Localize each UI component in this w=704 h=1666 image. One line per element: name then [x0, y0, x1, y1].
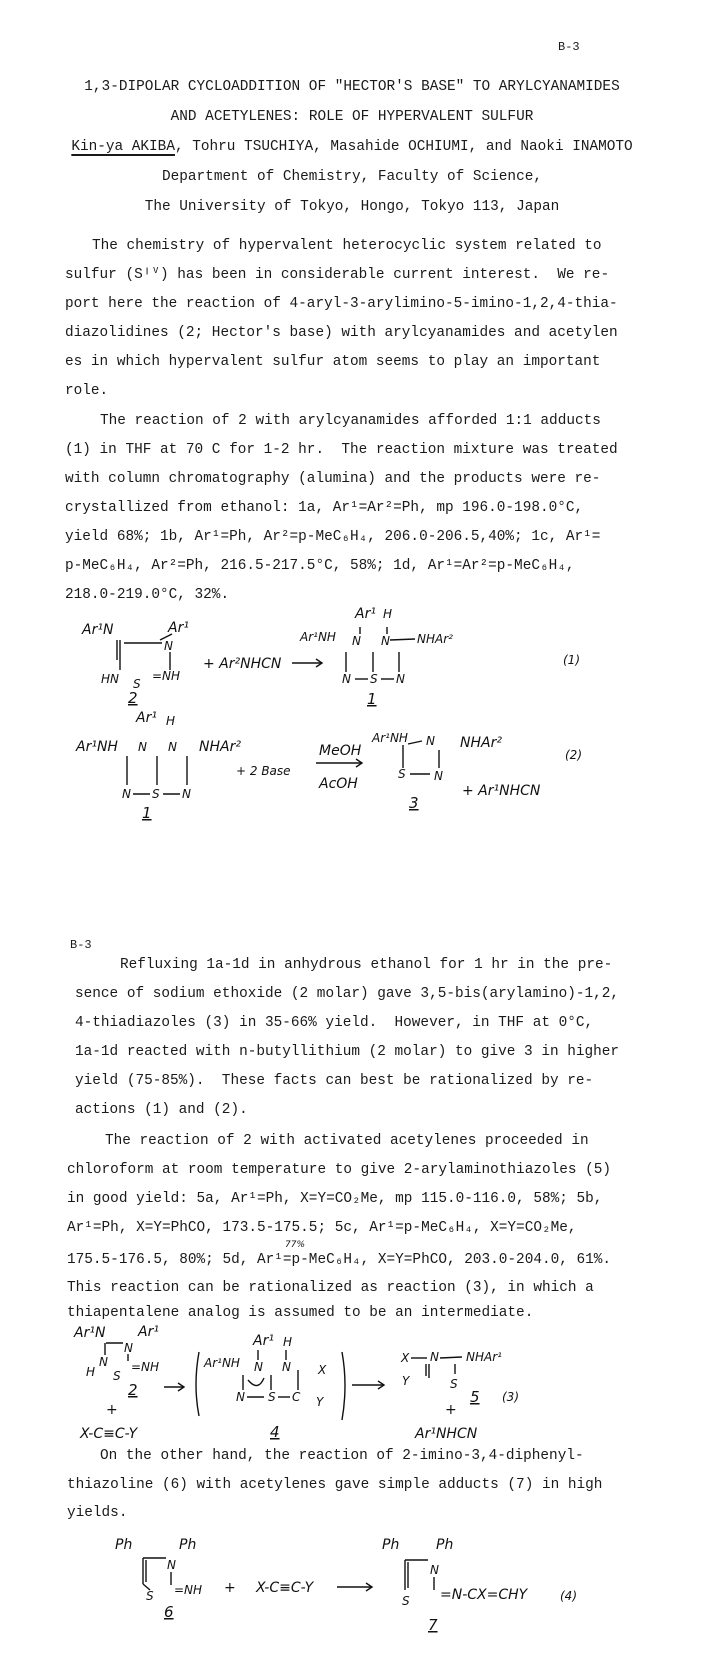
para2-line: (1) in THF at 70 C for 1-2 hr. The reaction mixture was treated [65, 442, 618, 458]
atom-label: N [122, 787, 131, 801]
atom-label: N [254, 1360, 263, 1374]
para3-line: yield (75-85%). These facts can best be rationalized by re- [75, 1073, 594, 1089]
atom-label: N [138, 740, 147, 754]
atom-label: N [342, 672, 351, 686]
atom-label: S [268, 1390, 276, 1404]
atom-label: Ar¹NH [372, 731, 408, 745]
atom-label: N [381, 634, 390, 648]
atom-label: Ph [382, 1537, 400, 1553]
para4-line: The reaction of 2 with activated acetylenes proceeded in [105, 1133, 589, 1149]
atom-label: Ar¹NH [76, 739, 118, 755]
atom-label: N [99, 1355, 108, 1369]
atom-label: C [292, 1390, 301, 1404]
atom-label: N [430, 1563, 439, 1577]
atom-label: NHAr² [199, 739, 241, 755]
para1-line: port here the reaction of 4-aryl-3-arylimino-5-imino-1,2,4-thia- [65, 296, 618, 312]
atom-label: H [383, 607, 393, 621]
atom-label: Ar¹N [74, 1325, 106, 1341]
atom-label: X [318, 1363, 327, 1377]
atom-label: N [236, 1390, 245, 1404]
reagent: + 2 Base [236, 764, 291, 778]
atom-label: Y [402, 1374, 410, 1388]
affiliation-line-2: The University of Tokyo, Hongo, Tokyo 113, Japan [144, 199, 560, 215]
compound-label: 1 [142, 804, 152, 822]
compound-label: 2 [128, 1381, 138, 1399]
para3-line: sence of sodium ethoxide (2 molar) gave 3,5-bis(arylamino)-1,2, [75, 986, 620, 1002]
atom-label: Ar¹ [138, 1324, 159, 1340]
atom-label: =NH [131, 1360, 160, 1374]
atom-label: NHAr² [460, 735, 502, 751]
plus-sign: + [445, 1402, 457, 1418]
atom-label: HN [101, 672, 119, 686]
para1-line: The chemistry of hypervalent heterocyclic system related to [92, 238, 602, 254]
para3-line: 4-thiadiazoles (3) in 35-66% yield. However, in THF at 0°C, [75, 1015, 594, 1031]
para4-line: Ar¹=Ph, X=Y=PhCO, 173.5-175.5; 5c, Ar¹=p-MeC₆H₄, X=Y=CO₂Me, [67, 1220, 577, 1236]
atom-label: N [434, 769, 443, 783]
atom-label: Ar¹ [168, 620, 189, 636]
scheme-3 [73, 1324, 519, 1442]
atom-label: Y [316, 1395, 324, 1409]
reagent: + Ar²NHCN [203, 656, 282, 672]
atom-label: Ph [179, 1537, 197, 1553]
equation-number: (1) [563, 653, 580, 667]
substituent-chain: =N-CX=CHY [440, 1587, 528, 1603]
para1-line: es in which hypervalent sulfur atom seems to play an important [65, 354, 601, 370]
para2-line: 218.0-219.0°C, 32%. [65, 587, 230, 603]
atom-label: S [113, 1369, 121, 1383]
atom-label: Ar¹ [253, 1333, 274, 1349]
para4-line: in good yield: 5a, Ar¹=Ph, X=Y=CO₂Me, mp 115.0-116.0, 58%; 5b, [67, 1191, 603, 1207]
compound-label: 5 [470, 1388, 480, 1406]
arrow-condition-top: MeOH [319, 743, 362, 759]
para3-line: actions (1) and (2). [75, 1102, 248, 1118]
atom-label: Ar¹ [355, 606, 376, 622]
equation-number: (4) [560, 1589, 577, 1603]
compound-label: 2 [128, 689, 138, 707]
para1-line: diazolidines (2; Hector's base) with arylcyanamides and acetylen [65, 325, 618, 341]
para3-line: Refluxing 1a-1d in anhydrous ethanol for 1 hr in the pre- [120, 957, 613, 973]
compound-label: 3 [409, 794, 419, 812]
atom-label: S [133, 677, 141, 691]
presenting-author: Kin-ya AKIBA [71, 139, 175, 155]
page-number-mid: B-3 [70, 938, 92, 952]
atom-label: Ph [436, 1537, 454, 1553]
scheme-4 [115, 1537, 577, 1634]
para2-line: crystallized from ethanol: 1a, Ar¹=Ar²=Ph, mp 196.0-198.0°C, [65, 500, 584, 516]
para2-line: The reaction of 2 with arylcyanamides afforded 1:1 adducts [100, 413, 601, 429]
atom-label: NHAr¹ [466, 1350, 502, 1364]
alkyne: X-C≡C-Y [256, 1580, 314, 1596]
atom-label: N [426, 734, 435, 748]
title-line-2: AND ACETYLENES: ROLE OF HYPERVALENT SULFUR [170, 109, 534, 125]
handwritten-note: 77% [285, 1240, 306, 1250]
atom-label: NHAr² [417, 632, 453, 646]
co-authors: , Tohru TSUCHIYA, Masahide OCHIUMI, and Naoki INAMOTO [174, 139, 633, 155]
para2-line: with column chromatography (alumina) and the products were re- [65, 471, 601, 487]
plus-sign: + [224, 1580, 236, 1596]
para1-line: sulfur (Sᴵⱽ) has been in considerable current interest. We re- [65, 267, 610, 283]
atom-label: H [283, 1335, 293, 1349]
atom-label: X [401, 1351, 410, 1365]
page-number: B-3 [558, 40, 580, 54]
compound-label: 6 [164, 1603, 174, 1621]
byproduct: Ar¹NHCN [415, 1426, 478, 1442]
para5-line: yields. [67, 1505, 128, 1521]
atom-label: Ar¹NH [300, 630, 336, 644]
atom-label: N [182, 787, 191, 801]
atom-label: Ar¹ [136, 710, 157, 726]
compound-label: 4 [270, 1423, 280, 1441]
para4-line: chloroform at room temperature to give 2-arylaminothiazoles (5) [67, 1162, 612, 1178]
para3-line: 1a-1d reacted with n-butyllithium (2 molar) to give 3 in higher [75, 1044, 620, 1060]
atom-label: Ph [115, 1537, 133, 1553]
equation-number: (2) [565, 748, 582, 762]
atom-label: S [398, 767, 406, 781]
plus-sign: + [106, 1402, 118, 1418]
atom-label: N [396, 672, 405, 686]
scheme-1 [81, 606, 580, 708]
atom-label: S [146, 1589, 154, 1603]
atom-label: N [167, 1558, 176, 1572]
para4-line: thiapentalene analog is assumed to be an intermediate. [67, 1305, 534, 1321]
para1-line: role. [65, 383, 109, 399]
title-line-1: 1,3-DIPOLAR CYCLOADDITION OF "HECTOR'S BASE" TO ARYLCYANAMIDES [84, 79, 620, 95]
para5-line: On the other hand, the reaction of 2-imino-3,4-diphenyl- [100, 1448, 584, 1464]
compound-label: 1 [367, 690, 377, 708]
atom-label: H [166, 714, 176, 728]
atom-label: S [152, 787, 160, 801]
equation-number: (3) [502, 1390, 519, 1404]
atom-label: N [168, 740, 177, 754]
atom-label: N [164, 639, 173, 653]
atom-label: N [430, 1350, 439, 1364]
alkyne: X-C≡C-Y [80, 1426, 138, 1442]
atom-label: Ar¹N [82, 622, 114, 638]
atom-label: Ar¹NH [204, 1356, 240, 1370]
para2-line: p-MeC₆H₄, Ar²=Ph, 216.5-217.5°C, 58%; 1d, Ar¹=Ar²=p-MeC₆H₄, [65, 558, 575, 574]
para4-line: This reaction can be rationalized as reaction (3), in which a [67, 1280, 594, 1296]
scheme-2 [75, 710, 582, 822]
byproduct: + Ar¹NHCN [462, 783, 541, 799]
atom-label: S [450, 1377, 458, 1391]
arrow-condition-bottom: AcOH [319, 776, 358, 792]
atom-label: =NH [174, 1583, 203, 1597]
compound-label: 7 [428, 1616, 438, 1634]
atom-label: S [402, 1594, 410, 1608]
atom-label: N [352, 634, 361, 648]
atom-label: H [86, 1365, 96, 1379]
atom-label: N [124, 1341, 133, 1355]
atom-label: N [282, 1360, 291, 1374]
atom-label: =NH [152, 669, 181, 683]
para4-line: 175.5-176.5, 80%; 5d, Ar¹=p-MeC₆H₄, X=Y=PhCO, 203.0-204.0, 61%. [67, 1252, 612, 1268]
atom-label: S [370, 672, 378, 686]
para5-line: thiazoline (6) with acetylenes gave simple adducts (7) in high [67, 1477, 603, 1493]
affiliation-line-1: Department of Chemistry, Faculty of Science, [162, 169, 542, 185]
para2-line: yield 68%; 1b, Ar¹=Ph, Ar²=p-MeC₆H₄, 206.0-206.5,40%; 1c, Ar¹= [65, 529, 601, 545]
